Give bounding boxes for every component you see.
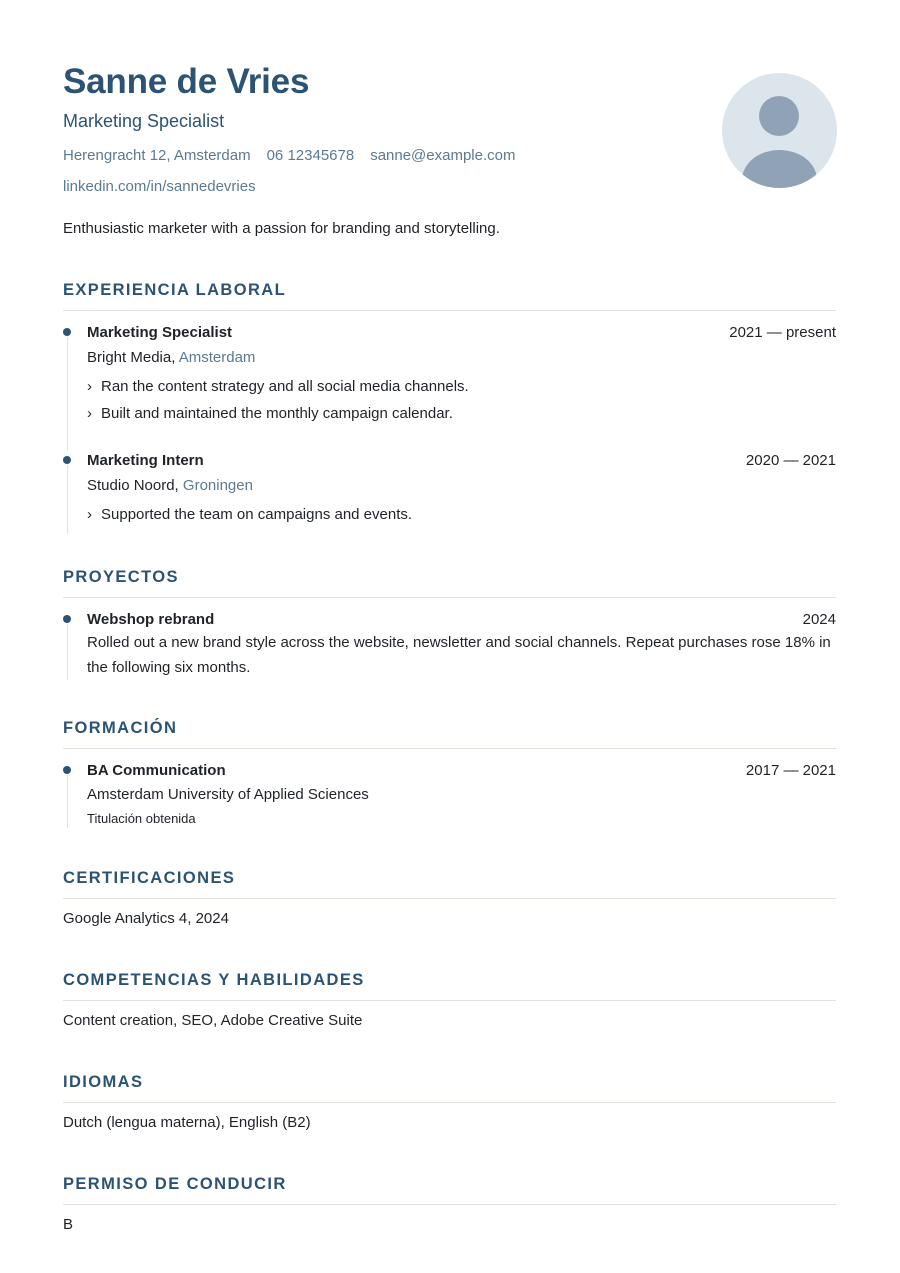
section-divider	[63, 1102, 836, 1103]
candidate-name: Sanne de Vries	[63, 62, 310, 101]
project-name: Webshop rebrand	[87, 611, 215, 628]
timeline-line	[67, 465, 68, 534]
bullet-item	[87, 377, 836, 397]
avatar-body	[742, 150, 817, 188]
project-entry	[63, 610, 836, 680]
bullet-text: Built and maintained the monthly campaign calendar.	[101, 405, 453, 422]
entry-role: Marketing Specialist	[87, 324, 233, 341]
timeline-dot	[63, 328, 71, 336]
entry-dates: 2020 — 2021	[745, 452, 836, 469]
section-skills	[63, 971, 836, 1029]
education-dates: 2017 — 2021	[745, 762, 836, 779]
section-title: EXPERIENCIA LABORAL	[63, 281, 287, 299]
avatar-head	[759, 96, 799, 136]
phone: 06 12345678	[266, 147, 355, 164]
entry-location: Groningen	[182, 477, 253, 494]
bullet-text: Supported the team on campaigns and events.	[101, 506, 413, 523]
section-languages	[63, 1073, 836, 1131]
bullet-text: Ran the content strategy and all social media channels.	[101, 378, 469, 395]
section-certifications	[63, 869, 836, 927]
section-experience	[63, 281, 836, 534]
certifications-text: Google Analytics 4, 2024	[63, 910, 229, 927]
section-projects	[63, 568, 836, 680]
section-divider	[63, 1204, 836, 1205]
entry-company: Bright Media,	[87, 349, 176, 366]
entry-role: Marketing Intern	[87, 452, 204, 469]
section-title: PERMISO DE CONDUCIR	[63, 1175, 287, 1193]
bullet-item	[87, 505, 836, 525]
section-divider	[63, 597, 836, 598]
section-divider	[63, 898, 836, 899]
address: Herengracht 12, Amsterdam	[63, 147, 251, 164]
experience-entry	[63, 451, 836, 534]
timeline-line	[67, 337, 68, 451]
bullet-item	[87, 404, 836, 424]
entry-location: Amsterdam	[178, 349, 256, 366]
education-entry	[63, 761, 836, 828]
section-title: CERTIFICACIONES	[63, 869, 236, 887]
section-divider	[63, 748, 836, 749]
project-year: 2024	[802, 611, 836, 628]
email-link[interactable]: sanne@example.com	[370, 147, 516, 164]
entry-dates: 2021 — present	[729, 324, 836, 341]
entry-company: Studio Noord,	[87, 477, 179, 494]
contact-row	[63, 147, 516, 164]
education-school: Amsterdam University of Applied Sciences	[87, 786, 369, 803]
timeline-dot	[63, 766, 71, 774]
timeline-line	[67, 775, 68, 828]
section-divider	[63, 1000, 836, 1001]
education-note: Titulación obtenida	[87, 811, 196, 826]
education-degree: BA Communication	[87, 762, 226, 779]
section-title: PROYECTOS	[63, 568, 179, 586]
project-description: Rolled out a new brand style across the website, newsletter and social channels. Repeat purchases rose 18% in the following six months.	[87, 634, 831, 676]
chevron-right-icon: ›	[87, 378, 92, 395]
section-title: FORMACIÓN	[63, 719, 178, 737]
section-driving-license	[63, 1175, 836, 1233]
skills-text: Content creation, SEO, Adobe Creative Suite	[63, 1012, 363, 1029]
avatar-person-icon	[722, 73, 837, 188]
chevron-right-icon: ›	[87, 405, 92, 422]
experience-entry	[63, 323, 836, 451]
section-divider	[63, 310, 836, 311]
timeline-dot	[63, 615, 71, 623]
linkedin-link[interactable]: linkedin.com/in/sannedevries	[63, 178, 256, 195]
job-title: Marketing Specialist	[63, 111, 225, 131]
profile-summary: Enthusiastic marketer with a passion for branding and storytelling.	[63, 220, 500, 237]
section-title: COMPETENCIAS Y HABILIDADES	[63, 971, 365, 989]
chevron-right-icon: ›	[87, 506, 92, 523]
license-text: B	[63, 1216, 74, 1233]
section-title: IDIOMAS	[63, 1073, 144, 1091]
timeline-line	[67, 624, 68, 680]
languages-text: Dutch (lengua materna), English (B2)	[63, 1114, 311, 1131]
timeline-dot	[63, 456, 71, 464]
section-education	[63, 719, 836, 828]
